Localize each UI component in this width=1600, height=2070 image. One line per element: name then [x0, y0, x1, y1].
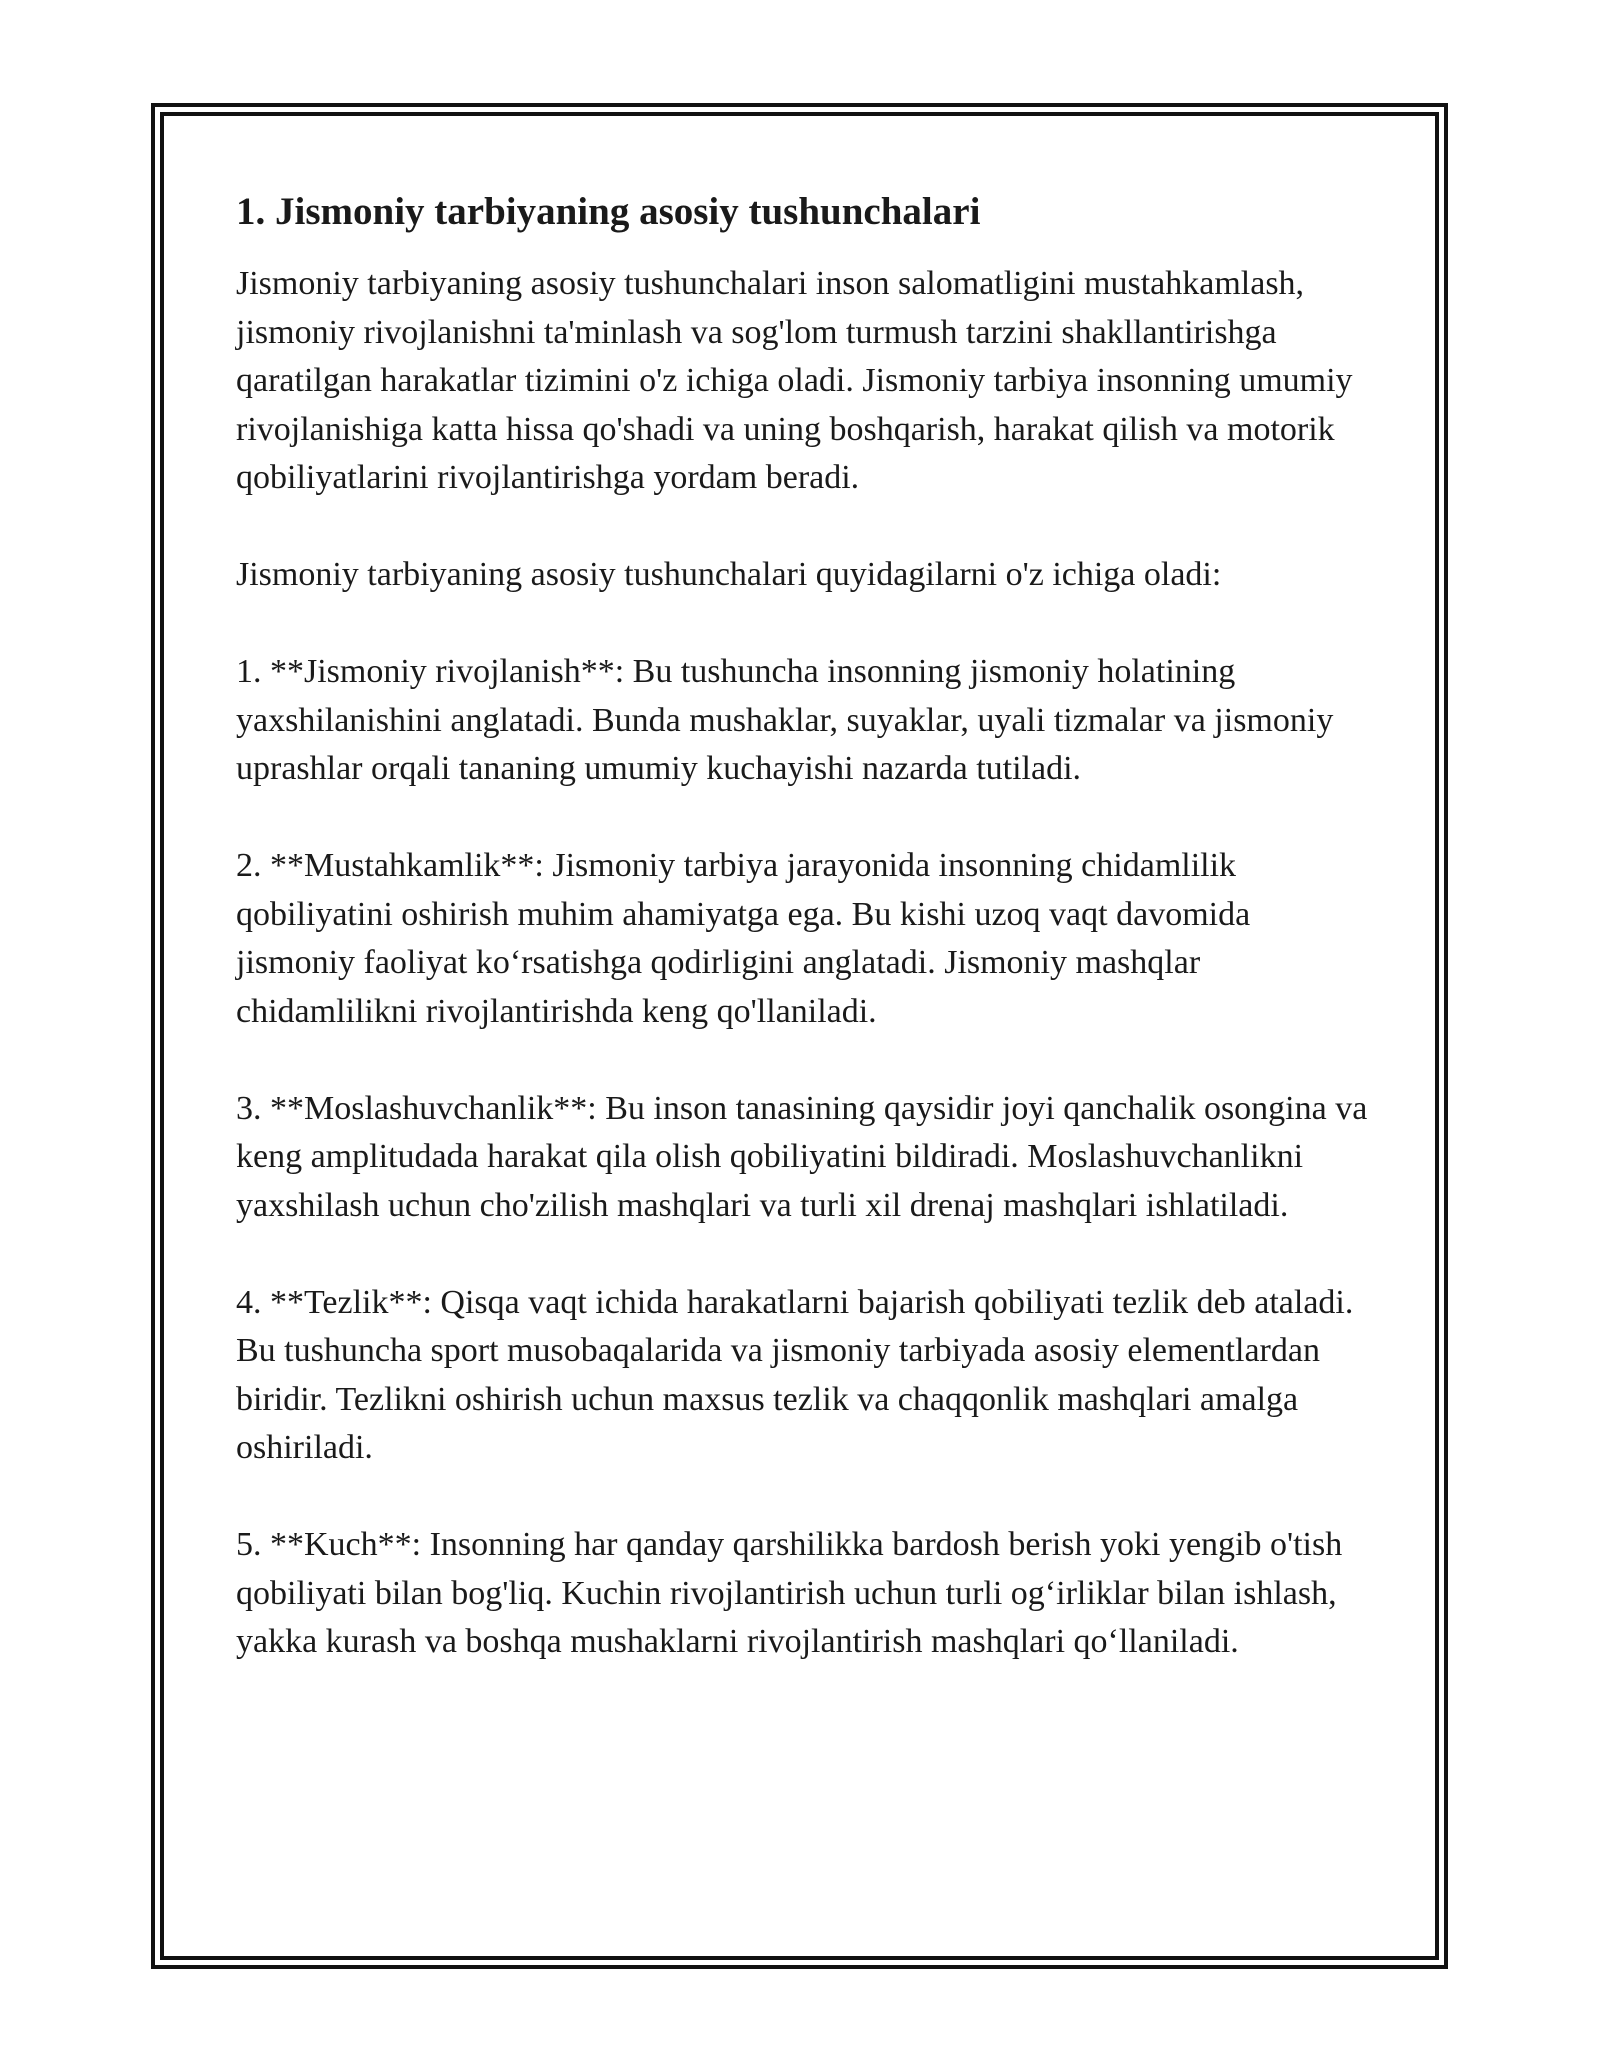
list-item-mustahkamlik: 2. **Mustahkamlik**: Jismoniy tarbiya jarayonida insonning chidamlilik qobiliyatini oshirish muhim ahamiyatga ega. Bu kishi uzoq vaqt davomida jismoniy faoliyat ko‘rsatishga qodirligini anglatadi. Jismoniy mashqlar chidamlilikni rivojlantirishda keng qo'llaniladi.: [236, 847, 1251, 1030]
list-item-moslashuvchanlik: 3. **Moslashuvchanlik**: Bu inson tanasining qaysidir joyi qanchalik osongina va keng amplitudada harakat qila olish qobiliyatini bildiradi. Moslashuvchanlikni yaxshilash uchun cho'zilish mashqlari va turli xil drenaj mashqlari ishlatiladi.: [236, 1089, 1368, 1224]
list-item-tezlik: 4. **Tezlik**: Qisqa vaqt ichida harakatlarni bajarish qobiliyati tezlik deb ataladi. Bu tushuncha sport musobaqalarida va jismoniy tarbiyada asosiy elementlardan biridir. Tezlikni oshirish uchun maxsus tezlik va chaqqonlik mashqlari amalga oshiriladi.: [236, 1283, 1354, 1466]
list-item-jismoniy-rivojlanish: 1. **Jismoniy rivojlanish**: Bu tushuncha insonning jismoniy holatining yaxshilanishini anglatadi. Bunda mushaklar, suyaklar, uyali tizmalar va jismoniy uprashlar orqali tananing umumiy kuchayishi nazarda tutiladi.: [236, 653, 1334, 787]
list-item-kuch: 5. **Kuch**: Insonning har qanday qarshilikka bardosh berish yoki yengib o'tish qobiliyati bilan bog'liq. Kuchin rivojlantirish uchun turli og‘irliklar bilan ishlash, yakka kurash va boshqa mushaklarni rivojlantirish mashqlari qo‘llaniladi.: [236, 1526, 1343, 1660]
document-body: [236, 188, 1376, 1667]
section-heading: 1. Jismoniy tarbiyaning asosiy tushunchalari: [236, 190, 981, 233]
intro-paragraph: Jismoniy tarbiyaning asosiy tushunchalari inson salomatligini mustahkamlash, jismoniy rivojlanishni ta'minlash va sog'lom turmush tarzini shakllantirishga qaratilgan harakatlar tizimini o'z ichiga oladi. Jismoniy tarbiya insonning umumiy rivojlanishiga katta hissa qo'shadi va uning boshqarish, harakat qilish va motorik qobiliyatlarini rivojlantirishga yordam beradi.: [236, 265, 1353, 496]
list-lead-paragraph: Jismoniy tarbiyaning asosiy tushunchalari quyidagilarni o'z ichiga oladi:: [236, 556, 1222, 593]
